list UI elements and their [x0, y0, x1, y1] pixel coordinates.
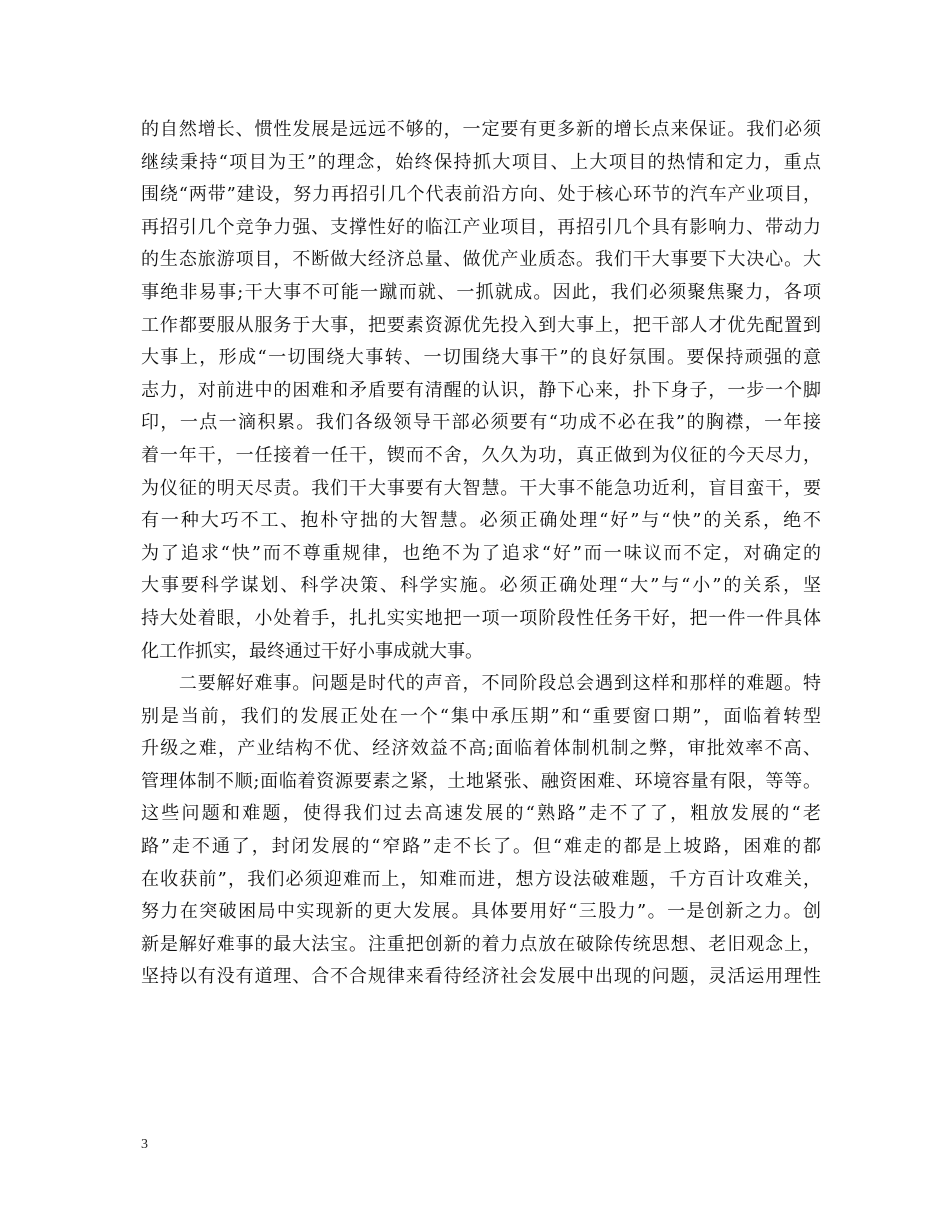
text-line: 围绕“两带”建设，努力再招引几个代表前沿方向、处于核心环节的汽车产业项目，: [141, 184, 821, 206]
text-line: 管理体制不顺;面临着资源要素之紧，土地紧张、融资困难、环境容量有限，等等。: [141, 770, 821, 792]
text-line: 的自然增长、惯性发展是远远不够的，一定要有更多新的增长点来保证。我们必须: [141, 119, 821, 140]
text-line: 化工作抓实，最终通过干好小事成就大事。: [141, 640, 483, 662]
text-line: 新是解好难事的最大法宝。注重把创新的着力点放在破除传统思想、老旧观念上，: [141, 933, 821, 955]
text-line: 这些问题和难题，使得我们过去高速发展的“熟路”走不了了，粗放发展的“老: [141, 803, 821, 825]
text-line: 大事要科学谋划、科学决策、科学实施。必须正确处理“大”与“小”的关系，坚: [141, 575, 821, 597]
page-number: 3: [141, 1137, 148, 1152]
text-line: 二要解好难事。问题是时代的声音，不同阶段总会遇到这样和那样的难题。特: [141, 673, 821, 695]
text-line: 的生态旅游项目，不断做大经济总量、做优产业质态。我们干大事要下大决心。大: [141, 249, 821, 271]
text-line: 努力在突破困局中实现新的更大发展。具体要用好“三股力”。一是创新之力。创: [141, 901, 821, 923]
text-line: 事绝非易事;干大事不可能一蹴而就、一抓就成。因此，我们必须聚焦聚力，各项: [141, 281, 821, 303]
body-text: [141, 114, 821, 994]
text-line: 路”走不通了，封闭发展的“窄路”走不长了。但“难走的都是上坡路，困难的都: [141, 836, 821, 858]
text-line: 有一种大巧不工、抱朴守拙的大智慧。必须正确处理“好”与“快”的关系，绝不: [141, 510, 821, 532]
text-line: 升级之难，产业结构不优、经济效益不高;面临着体制机制之弊，审批效率不高、: [141, 738, 821, 760]
text-line: 为仪征的明天尽责。我们干大事要有大智慧。干大事不能急功近利，盲目蛮干，要: [141, 477, 821, 499]
text-line: 志力，对前进中的困难和矛盾要有清醒的认识，静下心来，扑下身子，一步一个脚: [141, 379, 821, 401]
text-line: 别是当前，我们的发展正处在一个“集中承压期”和“重要窗口期”，面临着转型: [141, 705, 821, 727]
text-line: 再招引几个竞争力强、支撑性好的临江产业项目，再招引几个具有影响力、带动力: [141, 216, 821, 238]
text-line: 着一年干，一任接着一任干，锲而不舍，久久为功，真正做到为仪征的今天尽力，: [141, 444, 821, 466]
text-line: 大事上，形成“一切围绕大事转、一切围绕大事干”的良好氛围。要保持顽强的意: [141, 347, 821, 369]
text-line: 在收获前”，我们必须迎难而上，知难而进，想方设法破难题，千方百计攻难关，: [141, 868, 821, 890]
text-line: 为了追求“快”而不尊重规律，也绝不为了追求“好”而一味议而不定，对确定的: [141, 542, 821, 564]
text-line: 坚持以有没有道理、合不合规律来看待经济社会发展中出现的问题，灵活运用理性: [141, 966, 821, 988]
text-line: 工作都要服从服务于大事，把要素资源优先投入到大事上，把干部人才优先配置到: [141, 314, 821, 336]
text-line: 持大处着眼，小处着手，扎扎实实地把一项一项阶段性任务干好，把一件一件具体: [141, 607, 821, 629]
text-line: 印，一点一滴积累。我们各级领导干部必须要有“功成不必在我”的胸襟，一年接: [141, 412, 821, 434]
text-line: 继续秉持“项目为王”的理念，始终保持抓大项目、上大项目的热情和定力，重点: [141, 151, 821, 173]
